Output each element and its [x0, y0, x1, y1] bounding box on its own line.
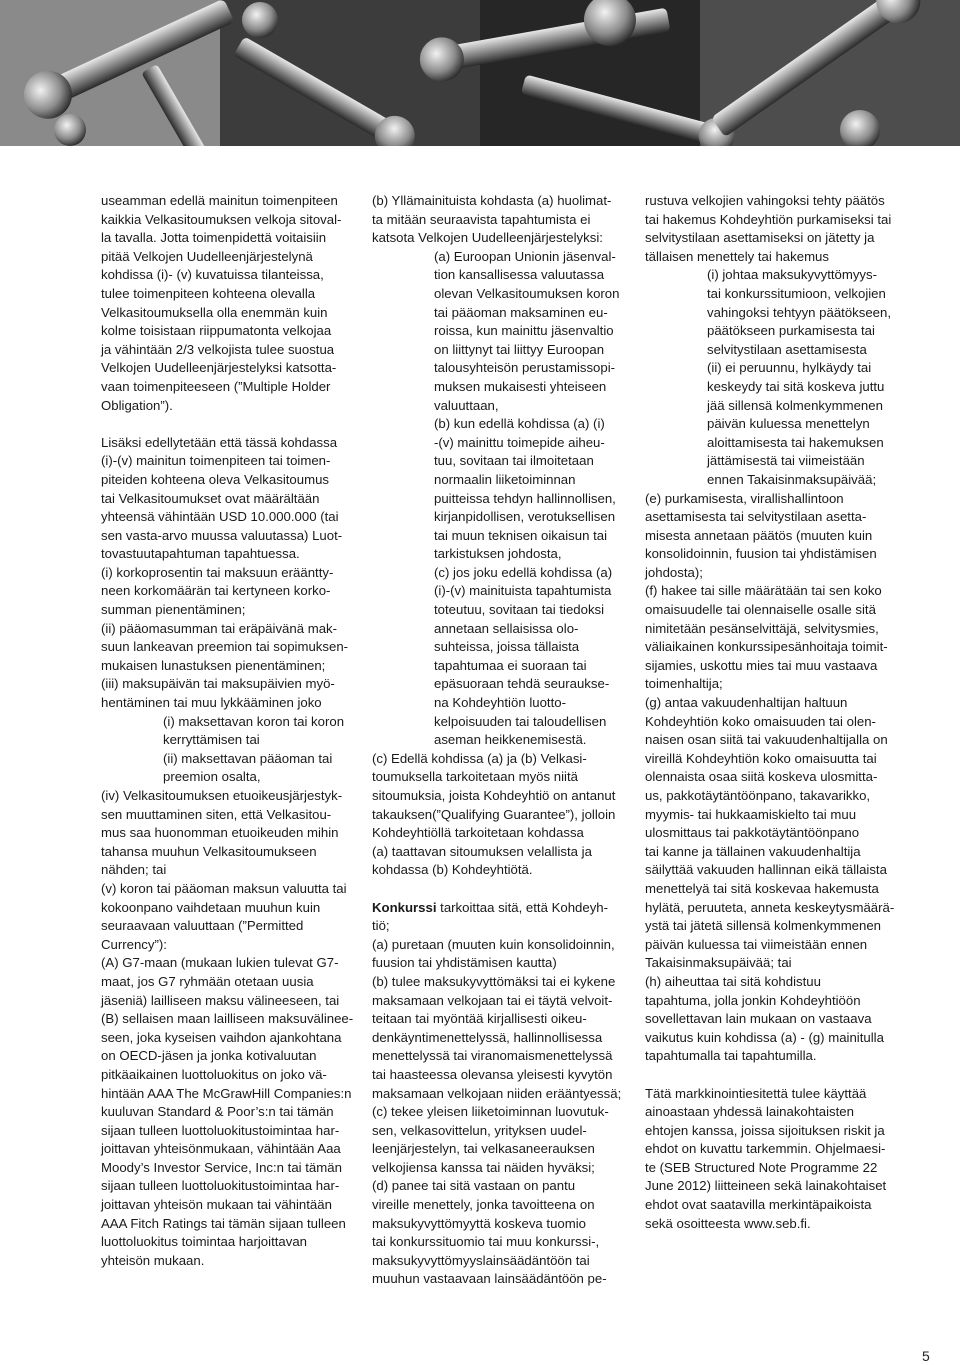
text-line: (e) purkamisesta, virallishallintoon: [645, 490, 844, 506]
text-line: denkäyntimenettelyssä, hallinnollisessa: [372, 1029, 603, 1045]
text-line: sekä osoitteesta www.seb.fi.: [645, 1215, 811, 1231]
text-line: Tätä markkinointiesitettä tulee käyttää: [645, 1085, 867, 1101]
col3-paragraph-1: [645, 192, 915, 266]
text-line: tapahtumaa ei suoraan tai: [434, 657, 587, 673]
text-line: tahansa muuhun Velkasitoumukseen: [101, 843, 317, 859]
text-line: tai hakemus Kohdeyhtiön purkamiseksi tai: [645, 211, 892, 227]
text-line: kelpoisuuden tai taloudellisen: [434, 713, 607, 729]
text-line: takauksen(”Qualifying Guarantee”), jolloin: [372, 806, 616, 822]
text-line: sitoumuksia, joista Kohdeyhtiö on antanut: [372, 788, 616, 803]
text-line: annetaan sellaisissa olo-: [434, 620, 579, 636]
text-line: kuuluvan Standard & Poor’s:n tai tämän: [101, 1104, 334, 1120]
text-line: sen, velkasovittelun, yrityksen uudel-: [372, 1122, 587, 1138]
text-line: (c) Edellä kohdissa (a) ja (b) Velkasi-: [372, 750, 587, 766]
text-line: tulee toimenpiteen kohteena olevalla: [101, 285, 316, 301]
text-line: sijaan tulleen luottoluokitustoimintaa har-: [101, 1122, 340, 1138]
text-line: kaikkia Velkasitoumuksen velkoja sitoval-: [101, 211, 342, 227]
text-line: vahingoksi tehtyyn päätökseen,: [707, 304, 892, 320]
text-line: tai muun teknisen oikaisun tai: [434, 527, 608, 543]
text-line: tai kanne ja tällainen vakuudenhaltija: [645, 843, 861, 859]
text-line: te (SEB Structured Note Programme 22: [645, 1159, 878, 1175]
text-line: konsolidoinnin, fuusion tai yhdistämisen: [645, 546, 877, 562]
text-line: väliaikainen konkurssipesänhoitaja toimit-: [645, 639, 888, 655]
text-line: pitkäaikainen luottoluokitus on joko vä-: [101, 1066, 327, 1082]
text-line: tion kansallisessa valuutassa: [434, 267, 605, 283]
text-line: Obligation”).: [101, 397, 173, 413]
col1-paragraph-2: [101, 434, 363, 713]
text-line: pitää Velkojen Uudelleenjärjestelynä: [101, 248, 313, 264]
text-line: luottoluokitus toimintaa harjoittavan: [101, 1234, 307, 1250]
text-line: muuhun vastaavaan lainsäädäntöön pe-: [372, 1271, 607, 1287]
text-line: ainoastaan yhdessä lainakohtaisten: [645, 1104, 854, 1120]
text-line: keskeydy tai sitä koskeva juttu: [707, 378, 885, 394]
text-line: tuu, sovitaan tai ilmoitetaan: [434, 453, 594, 469]
col3-indented-list: [645, 266, 915, 489]
text-line: (c) jos joku edellä kohdissa (a): [434, 564, 613, 580]
text-line: (v) koron tai pääoman maksun valuutta tai: [101, 880, 347, 896]
text-line: menettelyssä tai viranomaismenettelyssä: [372, 1048, 613, 1064]
text-line: jäseniä) lailliseen maksu välineeseen, tai: [101, 992, 340, 1008]
text-line: tai pääoman maksaminen eu-: [434, 304, 608, 320]
text-line: (i) maksettavan koron tai koron: [163, 713, 345, 729]
text-line: la tavalla. Jotta toimenpidettä voitaisiin: [101, 230, 327, 246]
text-line: (i) korkoprosentin tai maksuun erääntty-: [101, 564, 334, 580]
text-line: kohdissa (i)- (v) kuvatuissa tilanteissa,: [101, 267, 324, 283]
page-number: 5: [922, 1348, 930, 1364]
text-line: piteiden kohteena oleva Velkasitoumus: [101, 471, 330, 487]
text-line: (ii) pääomasumman tai eräpäivänä mak-: [101, 620, 338, 636]
text-line: Kohdeyhtiöllä tarkoitetaan kohdassa: [372, 825, 584, 841]
text-line: aseman heikkenemisestä.: [434, 732, 587, 748]
text-line: (i)-(v) mainituista tapahtumista: [434, 583, 612, 599]
text-line: kohdassa (b) Kohdeyhtiötä.: [372, 862, 533, 878]
text-line: Velkojen Uudelleenjärjestelyksi katsotta-: [101, 360, 337, 376]
text-line: (d) panee tai sitä vastaan on pantu: [372, 1178, 576, 1194]
text-line: on OECD-jäsen ja jonka kotivaluutan: [101, 1048, 317, 1064]
text-line: useamman edellä mainitun toimenpiteen: [101, 193, 338, 208]
text-line: ulosmittaus tai pakkotäytäntöönpano: [645, 825, 860, 841]
text-line: on liittynyt tai liittyy Euroopan: [434, 341, 605, 357]
text-line: kolme toisistaan riippumatonta velkojaa: [101, 323, 332, 339]
text-line: sijaan tulleen luottoluokitustoimintaa har-: [101, 1178, 340, 1194]
text-line: ta mitään seuraavista tapahtumista ei: [372, 211, 591, 227]
konkurssi-definition-line: [372, 899, 638, 918]
text-line: toimenhaltija;: [645, 676, 723, 692]
text-line: ehtojen kanssa, joissa sijoituksen riskit ja: [645, 1122, 885, 1138]
text-line: June 2012) liitteineen sekä lainakohtaiset: [645, 1178, 887, 1194]
text-line: talousyhteisön perustamissopi-: [434, 360, 616, 376]
text-line: yhteisön mukaan.: [101, 1252, 205, 1268]
text-line: myymis- tai hukkaamiskielto tai muu: [645, 806, 857, 822]
text-line: katsota Velkojen Uudelleenjärjestelyksi:: [372, 230, 603, 246]
col1-indented-list: [101, 713, 363, 787]
text-line: summan pienentäminen;: [101, 602, 246, 618]
text-line: rustuva velkojien vahingoksi tehty päätös: [645, 193, 885, 208]
text-line: seen, joka kyseisen vaihdon ajankohtana: [101, 1029, 342, 1045]
text-line: puitteissa tehdyn hallinnollisen,: [434, 490, 616, 506]
text-line: tarkistuksen johdosta,: [434, 546, 562, 562]
text-line: (a) Euroopan Unionin jäsenval-: [434, 248, 616, 264]
col2-paragraph-3: [372, 917, 638, 1289]
text-line: vaikutus kuin kohdissa (a) - (g) mainitulla: [645, 1029, 884, 1045]
text-line: nimitetään pesänselvittäjä, selvitysmies,: [645, 620, 879, 636]
konkurssi-rest: tarkoittaa sitä, että Kohdeyh-: [436, 899, 609, 915]
text-line: tovastuutapahtuman tapahtuessa.: [101, 546, 300, 562]
text-line: jättämisestä tai viimeistään: [707, 453, 865, 469]
text-line: päivän kuluessa tai viimeistään ennen: [645, 936, 868, 952]
text-line: tapahtuma, jolla jonkin Kohdeyhtiöön: [645, 992, 861, 1008]
text-line: (a) puretaan (muuten kuin konsolidoinnin,: [372, 936, 615, 952]
text-line: vireille menettely, jonka tavoitteena on: [372, 1197, 595, 1213]
text-line: valuuttaan,: [434, 397, 499, 413]
text-line: na Kohdeyhtiön luotto-: [434, 695, 566, 711]
text-line: päätökseen purkamisesta tai: [707, 323, 875, 339]
text-line: vaan toimenpiteeseen (”Multiple Holder: [101, 378, 331, 394]
konkurssi-term: Konkurssi: [372, 899, 437, 915]
text-line: ehdot ovat saatavilla merkintäpaikoista: [645, 1197, 872, 1213]
col1-paragraph-1: [101, 192, 363, 415]
text-line: hylätä, peruuteta, anneta keskeytysmäärä-: [645, 899, 895, 915]
text-line: (B) sellaisen maan lailliseen maksuvälinee-: [101, 1011, 354, 1027]
text-line: epäsuoraan tehdä seurauksе-: [434, 676, 610, 692]
col2-indented-list: [372, 248, 638, 750]
text-line: Moody’s Investor Service, Inc:n tai tämän: [101, 1159, 342, 1175]
col2-paragraph-2: [372, 750, 638, 880]
text-line: mukaisen lunastuksen pienentäminen;: [101, 657, 326, 673]
text-line: (b) tulee maksukyvyttömäksi tai ei kykene: [372, 973, 616, 989]
text-line: (b) Yllämainituista kohdasta (a) huolimat-: [372, 193, 612, 208]
text-line: tai konkurssitumioon, velkojien: [707, 285, 886, 301]
text-line: tai haasteessa olevansa yleisesti kyvytön: [372, 1066, 613, 1082]
text-line: (i)-(v) mainitun toimenpiteen tai toimen-: [101, 453, 331, 469]
text-line: tapahtumalla tai tapahtumilla.: [645, 1048, 817, 1064]
text-line: naisen osan siitä tai vakuudenhaltijalla on: [645, 732, 888, 748]
text-line: kirjanpidollisen, verotuksellisen: [434, 509, 616, 525]
text-line: maksamaan velkojaan niiden erääntyessä;: [372, 1085, 622, 1101]
text-line: us, pakkotäytäntöönpano, takavarikko,: [645, 788, 871, 803]
text-line: ystä tai jätetä sillensä kolmenkymmenen: [645, 918, 882, 934]
text-line: maksukyvyttömyyttä koskeva tuomio: [372, 1215, 587, 1231]
text-line: (iii) maksupäivän tai maksupäivien myö-: [101, 676, 335, 692]
text-line: yhteensä vähintään USD 10.000.000 (tai: [101, 509, 339, 525]
text-line: hentäminen tai muu lykkääminen joko: [101, 695, 322, 711]
text-line: joittavan yhteisönmukaan, vähintään Aaa: [101, 1141, 341, 1157]
text-line: johdosta);: [645, 564, 703, 580]
text-line: fuusion tai yhdistämisen kautta): [372, 955, 557, 971]
text-line: omaisuudelle tai olennaiselle osalle sitä: [645, 602, 876, 618]
text-line: hintään AAA The McGrawHill Companies:n: [101, 1085, 352, 1101]
text-line: (f) hakee tai sille määrätään tai sen koko: [645, 583, 882, 599]
text-line: Lisäksi edellytetään että tässä kohdassa: [101, 434, 338, 450]
text-line: jää sillensä kolmenkymmenen: [707, 397, 883, 413]
text-line: (b) kun edellä kohdissa (a) (i): [434, 416, 605, 432]
text-line: kerryttämisen tai: [163, 732, 260, 748]
text-line: teitaan tai myöntää kirjallisesti oikeu-: [372, 1011, 587, 1027]
text-line: ennen Takaisinmaksupäivää;: [707, 471, 877, 487]
text-line: tällaisen menettely tai hakemus: [645, 248, 829, 264]
text-line: säilyttää vakuuden hallinnan eikä tällaista: [645, 862, 887, 878]
text-line: vireillä Kohdeyhtiön koko omaisuutta tai: [645, 750, 877, 766]
text-line: toumuksella tarkoitetaan myös niitä: [372, 769, 578, 785]
text-line: (a) taattavan sitoumuksen velallista ja: [372, 843, 592, 859]
bolts-photo-graphic: [0, 0, 960, 146]
text-line: olennaista osaa siitä koskeva ulosmitta-: [645, 769, 878, 785]
column-3: [645, 192, 915, 1233]
text-line: (iv) Velkasitoumuksen etuoikeusjärjestyk-: [101, 788, 343, 803]
text-line: (h) aiheuttaa tai sitä kohdistuu: [645, 973, 821, 989]
text-line: asettamisesta tai selvitystilaan asetta-: [645, 509, 867, 525]
text-line: velkojiensa kanssa tai näiden hyväksi;: [372, 1159, 595, 1175]
header-photo-bolts: [0, 0, 960, 146]
text-line: preemion osalta,: [163, 769, 261, 785]
column-1: [101, 192, 363, 1270]
text-line: Kohdeyhtiön koko omaisuuden tai olen-: [645, 713, 876, 729]
text-line: (ii) maksettavan pääoman tai: [163, 750, 333, 766]
text-line: ehdot on kuvattu tarkemmin. Ohjelmaesi-: [645, 1141, 886, 1157]
text-line: neen korkomäärän tai kertyneen korko-: [101, 583, 331, 599]
col2-paragraph-1: [372, 192, 638, 248]
text-line: päivän kuluessa menettelyn: [707, 416, 870, 432]
text-line: muksen mukaisesti yhteiseen: [434, 378, 607, 394]
text-line: olevan Velkasitoumuksen koron: [434, 285, 620, 301]
text-line: selvitystilaan asettamisesta: [707, 341, 867, 357]
text-line: Velkasitoumuksella olla enemmän kuin: [101, 304, 328, 320]
text-line: suhteissa, joissa tällaista: [434, 639, 580, 655]
text-line: seuraavaan valuuttaan (”Permitted: [101, 918, 304, 934]
text-line: (i) johtaa maksukyvyttömyys-: [707, 267, 878, 283]
text-line: sen vasta-arvo muussa valuutassa) Luot-: [101, 527, 343, 543]
text-line: (g) antaa vakuudenhaltijan haltuun: [645, 695, 848, 711]
text-line: maksamaan velkojaan tai ei täytä velvoit-: [372, 992, 613, 1008]
text-line: nähden; tai: [101, 862, 167, 878]
text-line: tiö;: [372, 918, 390, 934]
text-line: menettelyä tai sitä koskevaa hakemusta: [645, 880, 879, 896]
column-2: [372, 192, 638, 1289]
text-line: toteutuu, sovitaan tai tiedoksi: [434, 602, 605, 618]
text-line: selvitystilaan asettamiseksi on jätetty ja: [645, 230, 875, 246]
col1-paragraph-3: [101, 787, 363, 1270]
text-line: leenjärjestelyn, tai velkasaneerauksen: [372, 1141, 595, 1157]
text-line: kokoonpano vaihdetaan muuhun kuin: [101, 899, 321, 915]
text-line: maksukyvyttömyyslainsäädäntöön tai: [372, 1252, 590, 1268]
text-line: joittavan yhteisön mukaan tai vähintään: [101, 1197, 332, 1213]
text-line: sijamies, uskottu mies tai muu vastaava: [645, 657, 878, 673]
text-line: (c) tekee yleisen liiketoiminnan luovutuk-: [372, 1104, 609, 1120]
text-line: tai Velkasitoumukset ovat määrältään: [101, 490, 320, 506]
text-line: AAA Fitch Ratings tai tämän sijaan tulleen: [101, 1215, 346, 1231]
text-line: sovellettavan lain mukaan on vastaava: [645, 1011, 872, 1027]
text-line: misesta annetaan päätös (muuten kuin: [645, 527, 873, 543]
text-line: Currency”):: [101, 936, 167, 952]
col3-paragraph-3: [645, 1085, 915, 1234]
text-line: sen muuttaminen siten, että Velkasitou-: [101, 806, 332, 822]
text-line: (ii) ei peruunnu, hylkäydy tai: [707, 360, 872, 376]
text-line: roissa, kun mainittu jäsenvaltio: [434, 323, 614, 339]
text-line: Takaisinmaksupäivää; tai: [645, 955, 792, 971]
col3-paragraph-2: [645, 490, 915, 1066]
text-line: -(v) mainittu toimepide aiheu-: [434, 434, 605, 450]
text-line: maat, jos G7 ryhmään otetaan uusia: [101, 973, 314, 989]
text-line: suun lankeavan preemion tai sopimuksen-: [101, 639, 349, 655]
text-line: ja vähintään 2/3 velkojista tulee suostua: [101, 341, 335, 357]
text-line: (A) G7-maan (mukaan lukien tulevat G7-: [101, 955, 339, 971]
text-line: normaalin liiketoiminnan: [434, 471, 576, 487]
text-line: mus saa huonomman etuoikeuden mihin: [101, 825, 339, 841]
text-line: aloittamisesta tai hakemuksen: [707, 434, 884, 450]
text-line: tai konkurssituomio tai muu konkurssi-,: [372, 1234, 600, 1250]
